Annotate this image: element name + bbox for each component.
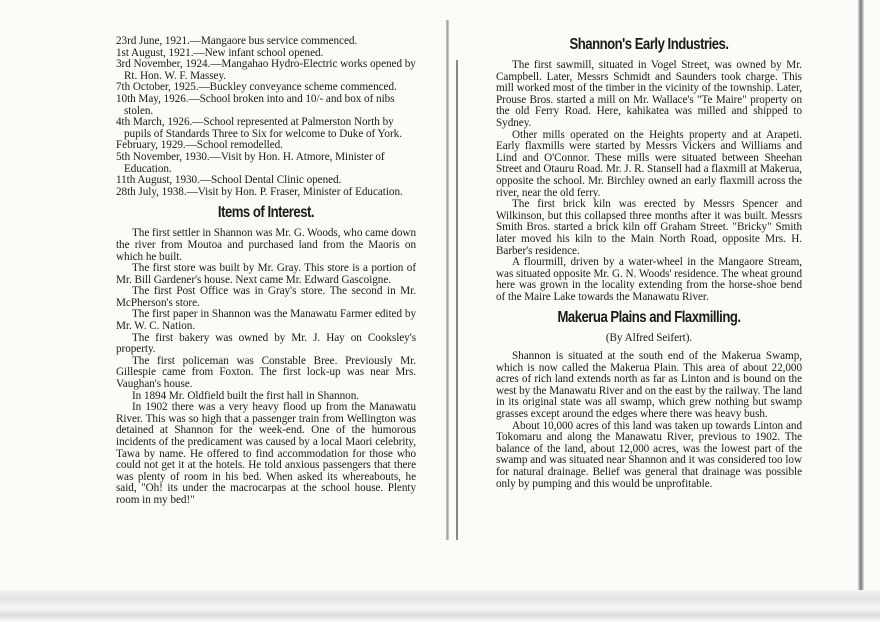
page-edge (858, 0, 864, 600)
timeline-list (116, 36, 416, 198)
section-heading-makerua-plains: Makerua Plains and Flaxmilling. (557, 309, 741, 327)
paragraph: The first sawmill, situated in Vogel Street, was owned by Mr. Campbell. Later, Messrs Schmidt and Saunders took charge. This mill worked most of the timber in the vicinity of the township. Later, Prouse Bros. started a mill on Mr. Wallace's "Te Maire" property on the old Ferry Road. Here, kahikatea was milled and shipped to Sydney. (496, 59, 802, 129)
paragraph: The first Post Office was in Gray's store. The second in Mr. McPherson's store. (116, 285, 416, 309)
left-column (116, 36, 416, 507)
timeline-entry: 4th March, 1926.—School represented at Palmerston North by pupils of Standards Three to Six for welcome to Duke of York. (116, 116, 402, 140)
timeline-entry: 28th July, 1938.—Visit by Hon. P. Fraser, Minister of Education. (116, 185, 403, 198)
timeline-entry: 23rd June, 1921.—Mangaore bus service commenced. (116, 35, 358, 47)
section-heading-early-industries: Shannon's Early Industries. (569, 36, 729, 53)
paragraph: The first settler in Shannon was Mr. G. Woods, who came down the river from Moutoa and purchased land from the Maoris on which he built. (116, 227, 416, 263)
timeline-entry: 3rd November, 1924.—Mangahao Hydro-Electric works opened by Rt. Hon. W. F. Massey. (116, 58, 416, 82)
author-byline: (By Alfred Seifert). (605, 332, 693, 345)
paragraph: A flourmill, driven by a water-wheel in the Mangaore Stream, was situated opposite Mr. G. N. Woods' residence. The wheat ground here was grown in the locality extending from the horse-shoe bend of the Maire Lake towards the Manawatu River. (496, 256, 802, 303)
timeline-entry: 7th October, 1925.—Buckley conveyance scheme commenced. (116, 81, 397, 94)
paragraph: In 1902 there was a very heavy flood up from the Manawatu River. This was so high that a passenger train from Wellington was detained at Shannon for the week-end. One of the humorous incidents of the predicament was caused by a local Maori celebrity, Tawa by name. He offered to find accommodation for those who could not get it at the hotels. He told anxious passengers that there was plenty of room in his bed. When asked its whereabouts, he said, "Oh! its under the macrocarpas at the school house. Plenty room in my bed!" (116, 401, 416, 506)
timeline-entry: 11th August, 1930.—School Dental Clinic opened. (116, 174, 342, 187)
book-gutter (446, 20, 449, 540)
paragraph: The first policeman was Constable Bree. Previously Mr. Gillespie came from Foxton. The first lock-up was near Mrs. Vaughan's house. (116, 354, 416, 391)
page-fold-line (456, 60, 458, 540)
paragraph: In 1894 Mr. Oldfield built the first hall in Shannon. (132, 389, 359, 402)
paragraph: Other mills operated on the Heights property and at Arapeti. Early flaxmills were started by Messrs Vickers and Williams and Lind and O'Connor. These mills were situated between Sheehan Street and Otauru Road. Mr. J. R. Stansell had a flaxmill at Makerua, opposite the school. Mr. Birchley owned an early flaxmill across the river, near the old ferry. (496, 128, 802, 199)
right-column (496, 30, 802, 490)
paragraph: The first store was built by Mr. Gray. This store is a portion of Mr. Bill Gardener's house. Next came Mr. Edward Gascoigne. (116, 262, 416, 286)
paragraph: The first bakery was owned by Mr. J. Hay on Cooksley's property. (116, 331, 416, 356)
paragraph: The first paper in Shannon was the Manawatu Farmer edited by Mr. W. C. Nation. (116, 308, 416, 333)
timeline-entry: 1st August, 1921.—New infant school opened. (116, 46, 324, 59)
timeline-entry: 10th May, 1926.—School broken into and 10/- and box of nibs stolen. (116, 92, 395, 117)
paragraph: The first brick kiln was erected by Messrs Spencer and Wilkinson, but this collapsed three months after it was built. Messrs Smith Bros. started a brick kiln off Graham Street. "Bricky" Smith later moved his kiln to the Main North Road, opposite Mrs. H. Barber's residence. (496, 198, 802, 257)
scan-bottom-edge (0, 590, 880, 622)
timeline-entry: 5th November, 1930.—Visit by Hon. H. Atmore, Minister of Education. (116, 150, 385, 175)
paragraph: About 10,000 acres of this land was taken up towards Linton and Tokomaru and along the Manawatu River, previous to 1902. The balance of the land, about 12,000 acres, was the lowest part of the swamp and was situated near Shannon and it was considered too low for natural drainage. Belief was general that drainage was possible only by pumping and this would be unprofitable. (496, 419, 802, 490)
paragraph: Shannon is situated at the south end of the Makerua Swamp, which is now called the Makerua Plain. This area of about 22,000 acres of rich land extends north as far as Linton and is bound on the west by the Manawatu River and on the east by the railway. The land in its original state was all swamp, which grew nothing but swamp grasses except around the edges where there was heavy bush. (496, 350, 802, 421)
timeline-entry: February, 1929.—School remodelled. (116, 139, 283, 152)
section-heading-items-of-interest: Items of Interest. (217, 204, 315, 222)
